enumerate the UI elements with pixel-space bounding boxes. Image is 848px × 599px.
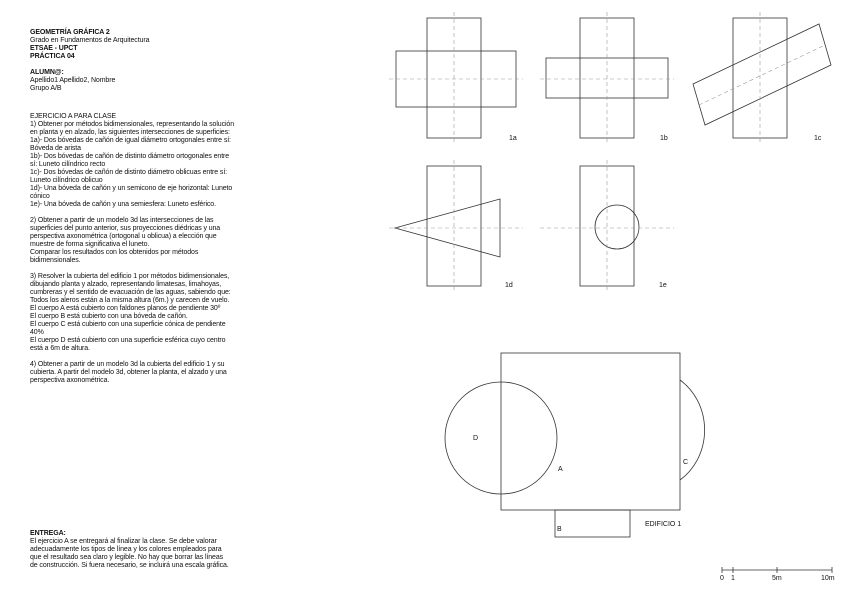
- p1-line: cónico: [30, 193, 50, 200]
- figure-1a: [389, 12, 523, 145]
- p4-line: cubierta. A partir del modelo 3d, obtener la planta, el alzado y una: [30, 369, 227, 376]
- label-1a: 1a: [509, 135, 517, 142]
- label-part-d: D: [473, 435, 479, 442]
- student-label: ALUMN@:: [30, 69, 64, 76]
- student-name: Apellido1 Apellido2, Nombre: [30, 77, 116, 84]
- p4-line: perspectiva axonométrica.: [30, 377, 110, 384]
- p3-line: está a 6m de altura.: [30, 345, 90, 352]
- hemisphere-1e: [595, 205, 639, 249]
- label-1e: 1e: [659, 282, 667, 289]
- p2-line: perspectiva axonométrica (ortogonal u oblicua) a elección que: [30, 233, 217, 240]
- p2-line: bidimensionales.: [30, 257, 81, 264]
- p3-line: dibujando planta y alzado, representando limatesas, limahoyas,: [30, 281, 222, 288]
- scale-label-0: 0: [720, 575, 724, 582]
- p3-line: Todos los aleros están a la misma altura (6m.) y carecen de vuelo.: [30, 297, 230, 304]
- exercise-title: EJERCICIO A PARA CLASE: [30, 113, 116, 120]
- body-a-outline: [501, 353, 680, 510]
- p1-line: 1d)- Una bóveda de cañón y un semicono de eje horizontal: Luneto: [30, 185, 233, 192]
- p3-line: El cuerpo A está cubierto con faldones planos de pendiente 30º: [30, 305, 221, 312]
- scale-label-10m: 10m: [821, 575, 835, 582]
- p1-line: Bóveda de arista: [30, 145, 81, 152]
- figure-1d: [389, 160, 523, 293]
- building-1-plan: [445, 353, 705, 537]
- body-b-outline: [555, 510, 630, 537]
- scale-label-1: 1: [731, 575, 735, 582]
- label-1b: 1b: [660, 135, 668, 142]
- p1-line: 1) Obtener por métodos bidimensionales, representando la solución: [30, 121, 235, 128]
- p1-line: 1a)- Dos bóvedas de cañón de igual diámetro ortogonales entre sí:: [30, 137, 231, 144]
- building-label: EDIFICIO 1: [645, 521, 682, 528]
- p1-line: 1b)- Dos bóvedas de cañón de distinto diámetro ortogonales entre: [30, 153, 230, 160]
- school-name: ETSAE - UPCT: [30, 45, 78, 52]
- course-title: GEOMETRÍA GRÁFICA 2: [30, 29, 110, 36]
- p3-line: cumbreras y el sentido de evacuación de las aguas, sabiendo que:: [30, 289, 231, 296]
- p1-line: sí: Luneto cilíndrico recto: [30, 161, 106, 168]
- student-group: Grupo A/B: [30, 85, 62, 92]
- delivery-line: que el resultado sea claro y legible. No hay que borrar las líneas: [30, 554, 224, 561]
- p1-line: Luneto cilíndrico oblicuo: [30, 177, 103, 184]
- p2-line: 2) Obtener a partir de un modelo 3d las intersecciones de las: [30, 217, 214, 224]
- label-1c: 1c: [814, 135, 822, 142]
- label-part-a: A: [558, 466, 563, 473]
- p3-line: El cuerpo D está cubierto con una superficie esférica cuyo centro: [30, 337, 226, 344]
- delivery-line: adecuadamente los tipos de línea y los colores empleados para: [30, 546, 222, 553]
- figure-1c: [693, 12, 831, 145]
- figure-1e: [540, 160, 674, 293]
- p1-line: 1c)- Dos bóvedas de cañón de distinto diámetro oblicuas entre sí:: [30, 169, 228, 176]
- axis-1c-oblique: [699, 45, 825, 105]
- graphic-scale: [720, 567, 835, 582]
- p2-line: muestre de forma significativa el luneto.: [30, 241, 150, 248]
- barrel-vault-1c-oblique: [693, 24, 831, 125]
- p2-line: superficies del punto anterior, sus proyecciones diédricas y una: [30, 225, 221, 232]
- p3-line: El cuerpo B está cubierto con una bóveda de cañón.: [30, 313, 188, 320]
- p3-line: El cuerpo C está cubierto con una superficie cónica de pendiente: [30, 321, 226, 328]
- degree-name: Grado en Fundamentos de Arquitectura: [30, 37, 150, 44]
- delivery-line: El ejercicio A se entregará al finalizar la clase. Se debe valorar: [30, 538, 217, 545]
- p3-line: 3) Resolver la cubierta del edificio 1 por métodos bidimensionales,: [30, 273, 230, 280]
- label-1d: 1d: [505, 282, 513, 289]
- p4-line: 4) Obtener a partir de un modelo 3d la cubierta del edificio 1 y su: [30, 361, 225, 368]
- p1-line: 1e)- Una bóveda de cañón y una semiesfera: Luneto esférico.: [30, 201, 216, 208]
- p2-line: Comparar los resultados con los obtenidos por métodos: [30, 249, 199, 256]
- label-part-b: B: [557, 526, 562, 533]
- practice-number: PRÁCTICA 04: [30, 53, 75, 60]
- scale-label-5m: 5m: [772, 575, 782, 582]
- p1-line: en planta y en alzado, las siguientes intersecciones de superficies:: [30, 129, 230, 136]
- delivery-title: ENTREGA:: [30, 530, 66, 537]
- delivery-line: de construcción. Si fuera necesario, se incluirá una escala gráfica.: [30, 562, 229, 569]
- figure-1b: [540, 12, 674, 145]
- p3-line: 40%: [30, 329, 44, 336]
- label-part-c: C: [683, 459, 689, 466]
